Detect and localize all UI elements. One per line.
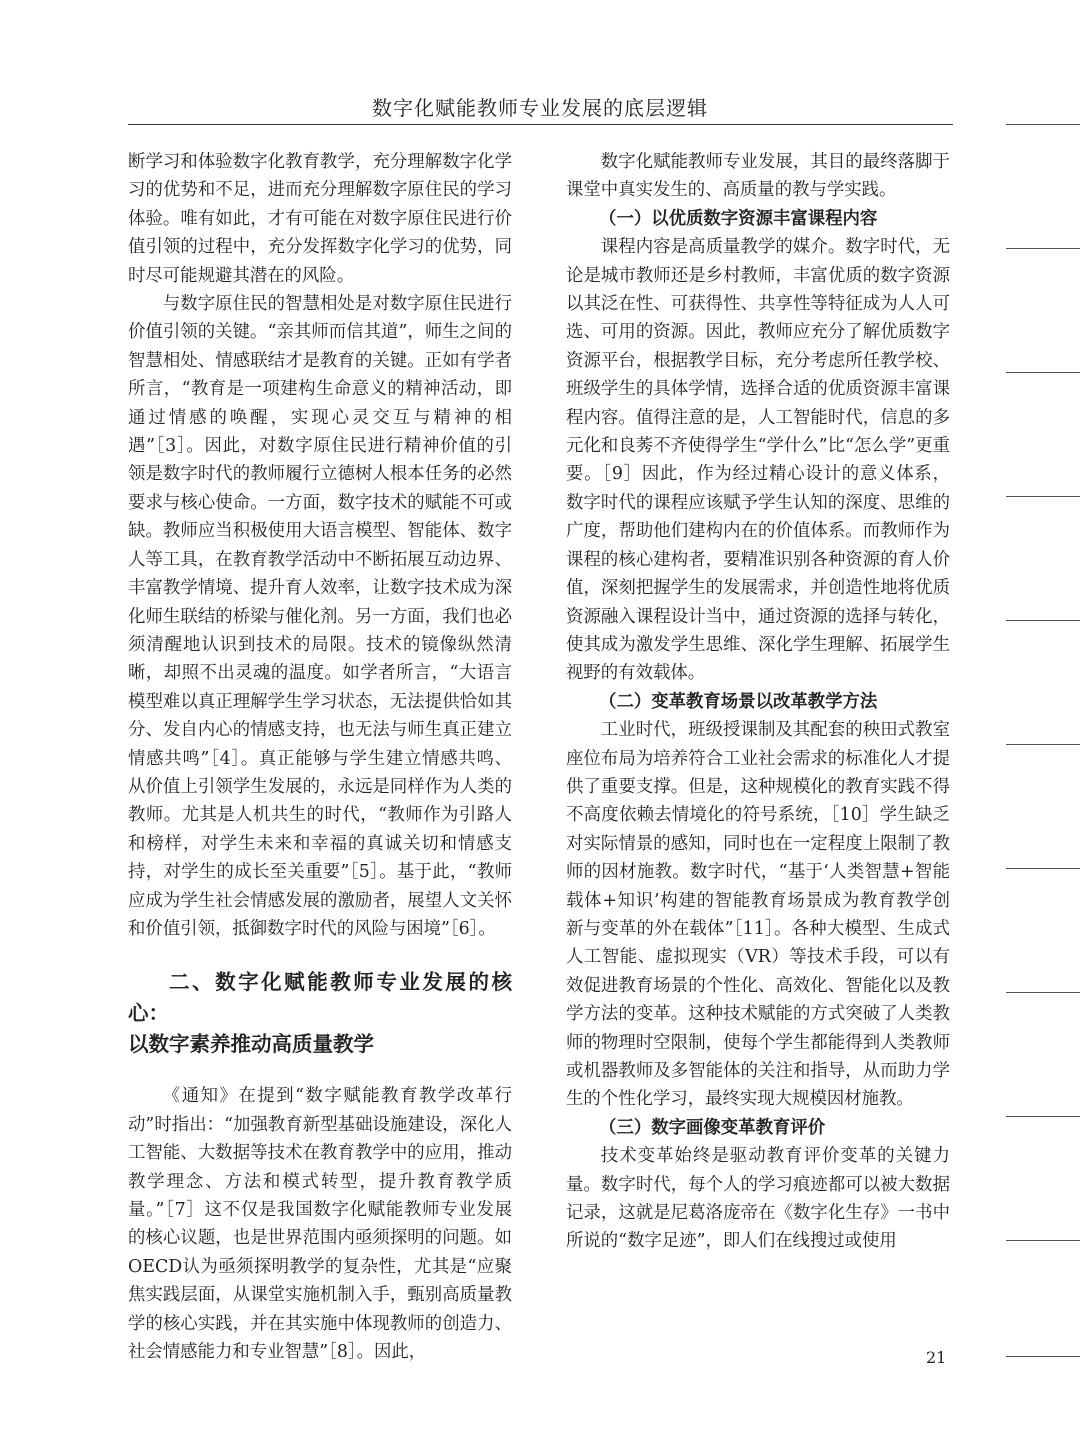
margin-lines	[1006, 0, 1080, 1455]
section-heading	[128, 967, 512, 1060]
left-column	[128, 148, 512, 1366]
header-rule	[128, 124, 953, 125]
subsection-heading: （二）变革教育场景以改革教学方法	[599, 691, 878, 712]
section-heading-line: 以数字素养推动高质量教学	[128, 1032, 374, 1057]
paragraph: 《通知》在提到“数字赋能教育教学改革行动”时指出：“加强教育新型基础设施建设，深化人工智能、大数据等技术在教育教学中的应用，推动教学理念、方法和模式转型，提升教育教学质量。”［7］这不仅是我国数字化赋能教师专业发展的核心议题，也是世界范围内亟须探明的问题。如OECD认为亟须探明教学的复杂性，尤其是“应聚焦实践层面，从课堂实施机制入手，甄别高质量教学的核心实践，并在其实施中体现教师的创造力、社会情感能力和专业智慧”［8］。因此，	[128, 1086, 512, 1363]
paragraph: 数字化赋能教师专业发展，其目的最终落脚于课堂中真实发生的、高质量的教与学实践。	[566, 152, 950, 201]
running-header: 数字化赋能教师专业发展的底层逻辑	[372, 96, 708, 120]
right-column	[566, 148, 950, 1256]
section-heading-line: 二、数字化赋能教师专业发展的核心：	[128, 970, 512, 1026]
paragraph: 与数字原住民的智慧相处是对数字原住民进行价值引领的关键。“亲其师而信其道”，师生之间的智慧相处、情感联结才是教育的关键。正如有学者所言，“教育是一项建构生命意义的精神活动，即通过情感的唤醒，实现心灵交互与精神的相遇”［3］。因此，对数字原住民进行精神价值的引领是数字时代的教师履行立德树人根本任务的必然要求与核心使命。一方面，数字技术的赋能不可或缺。教师应当积极使用大语言模型、智能体、数字人等工具，在教育教学活动中不断拓展互动边界、丰富教学情境、提升育人效率，让数字技术成为深化师生联结的桥梁与催化剂。另一方面，我们也必须清醒地认识到技术的局限。技术的镜像纵然清晰，却照不出灵魂的温度。如学者所言，“大语言模型难以真正理解学生学习状态，无法提供恰如其分、发自内心的情感支持，也无法与师生真正建立情感共鸣”［4］。真正能够与学生建立情感共鸣、从价值上引领学生发展的，永远是同样作为人类的教师。尤其是人机共生的时代，“教师作为引路人和榜样，对学生未来和幸福的真诚关切和情感支持，对学生的成长至关重要”［5］。基于此，“教师应成为学生社会情感发展的激励者，展望人文关怀和价值引领，抵御数字时代的风险与困境”［6］。	[128, 294, 512, 939]
subsection-heading: （三）数字画像变革教育评价	[599, 1117, 826, 1138]
paragraph: 工业时代，班级授课制及其配套的秧田式教室座位布局为培养符合工业社会需求的标准化人才提供了重要支撑。但是，这种规模化的教育实践不得不高度依赖去情境化的符号系统，［10］学生缺乏对实际情景的感知，同时也在一定程度上限制了教师的因材施教。数字时代，“基于‘人类智慧+智能载体+知识’构建的智能教育场景成为教育教学创新与变革的外在载体”［11］。各种大模型、生成式人工智能、虚拟现实（VR）等技术手段，可以有效促进教育场景的个性化、高效化、智能化以及教学方法的变革。这种技术赋能的方式突破了人类教师的物理时空限制，使每个学生都能得到人类教师或机器教师及多智能体的关注和指导，从而助力学生的个性化学习，最终实现大规模因材施教。	[566, 720, 950, 1110]
page-number: 21	[926, 1348, 947, 1367]
paragraph: 技术变革始终是驱动教育评价变革的关键力量。数字时代，每个人的学习痕迹都可以被大数据记录，这就是尼葛洛庞帝在《数字化生存》一书中所说的“数字足迹”，即人们在线搜过或使用	[566, 1146, 950, 1252]
paragraph: 课程内容是高质量教学的媒介。数字时代，无论是城市教师还是乡村教师，丰富优质的数字资源以其泛在性、可获得性、共享性等特征成为人人可选、可用的资源。因此，教师应充分了解优质数字资源平台，根据教学目标，充分考虑所任教学校、班级学生的具体学情，选择合适的优质资源丰富课程内容。值得注意的是，人工智能时代，信息的多元化和良莠不齐使得学生“学什么”比“怎么学”更重要。［9］因此，作为经过精心设计的意义体系，数字时代的课程应该赋予学生认知的深度、思维的广度，帮助他们建构内在的价值体系。而教师作为课程的核心建构者，要精准识别各种资源的育人价值，深刻把握学生的发展需求，并创造性地将优质资源融入课程设计当中，通过资源的选择与转化，使其成为激发学生思维、深化学生理解、拓展学生视野的有效载体。	[566, 237, 950, 684]
paragraph: 断学习和体验数字化教育教学，充分理解数字化学习的优势和不足，进而充分理解数字原住民的学习体验。唯有如此，才有可能在对数字原住民进行价值引领的过程中，充分发挥数字化学习的优势，同时尽可能规避其潜在的风险。	[128, 152, 512, 286]
subsection-heading: （一）以优质数字资源丰富课程内容	[599, 208, 878, 229]
